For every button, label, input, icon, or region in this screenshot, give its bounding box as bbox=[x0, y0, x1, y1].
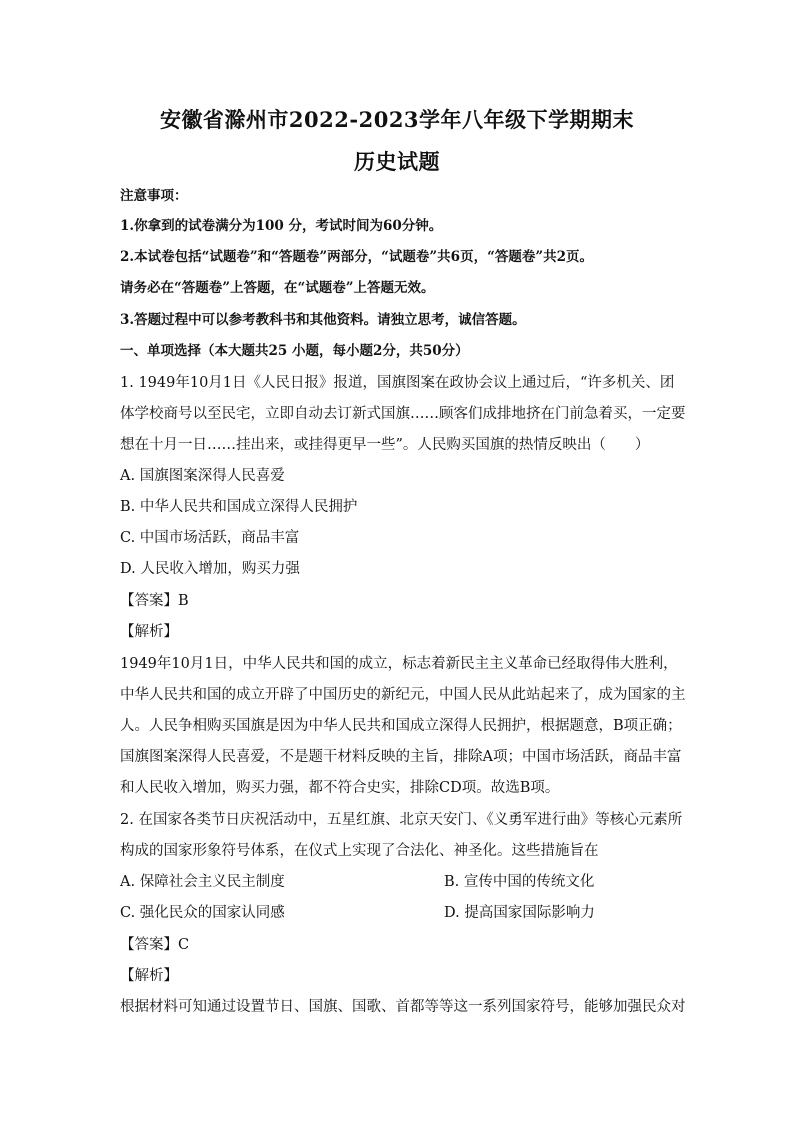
option-d: D. 提高国家国际影响力 bbox=[444, 905, 595, 921]
notice-heading: 注意事项： bbox=[120, 188, 188, 204]
document-title: 安徽省滁州市2022-2023学年八年级下学期期末 bbox=[159, 107, 635, 132]
analysis-line: 1949年10月1日，中华人民共和国的成立，标志着新民主主义革命已经取得伟大胜利， bbox=[120, 656, 678, 672]
option-b: B. 中华人民共和国成立深得人民拥护 bbox=[120, 499, 358, 515]
option-d: D. 人民收入增加，购买力强 bbox=[120, 561, 300, 577]
notice-item: 请务必在“答题卷”上答题，在“试题卷”上答题无效。 bbox=[120, 280, 435, 296]
question-stem-line: 构成的国家形象符号体系，在仪式上实现了合法化、神圣化。这些措施旨在 bbox=[120, 843, 599, 859]
option-a: A. 保障社会主义民主制度 bbox=[120, 874, 285, 890]
section-heading: 一、单项选择（本大题共25 小题，每小题2分，共50分） bbox=[120, 343, 469, 359]
notice-item: 2.本试卷包括“试题卷”和“答题卷”两部分，“试题卷”共6页，“答题卷”共2页。 bbox=[120, 249, 594, 265]
option-b: B. 宣传中国的传统文化 bbox=[444, 874, 595, 890]
analysis-line: 人。人民争相购买国旗是因为中华人民共和国成立深得人民拥护，根据题意，B项正确； bbox=[120, 718, 682, 734]
analysis-line: 根据材料可知通过设置节日、国旗、国歌、首都等等这一系列国家符号，能够加强民众对 bbox=[120, 999, 686, 1015]
analysis-line: 国旗图案深得人民喜爱，不是题干材料反映的主旨，排除A项；中国市场活跃，商品丰富 bbox=[120, 749, 682, 765]
question-stem-line: 体学校商号以至民宅，立即自动去订新式国旗……顾客们成排地挤在门前急着买，一定要 bbox=[120, 406, 686, 422]
option-a: A. 国旗图案深得人民喜爱 bbox=[120, 468, 285, 484]
analysis-line: 和人民收入增加，购买力强，都不符合史实，排除CD项。故选B项。 bbox=[120, 780, 560, 796]
notice-item: 3.答题过程中可以参考教科书和其他资料。请独立思考，诚信答题。 bbox=[120, 312, 526, 328]
option-c: C. 中国市场活跃，商品丰富 bbox=[120, 530, 300, 546]
analysis-line: 中华人民共和国的成立开辟了中国历史的新纪元，中国人民从此站起来了，成为国家的主 bbox=[120, 687, 686, 703]
document-subtitle: 历史试题 bbox=[354, 149, 440, 174]
question-stem-line: 2. 在国家各类节日庆祝活动中，五星红旗、北京天安门、《义勇军进行曲》等核心元素所 bbox=[120, 812, 683, 828]
question-stem-line: 1. 1949年10月1日《人民日报》报道，国旗图案在政协会议上通过后，“许多机关、团 bbox=[120, 375, 675, 391]
answer-label: 【答案】B bbox=[120, 593, 189, 609]
analysis-label: 【解析】 bbox=[120, 968, 178, 984]
question-stem-line: 想在十月一日……挂出来，或挂得更早一些”。人民购买国旗的热情反映出（ ） bbox=[120, 437, 650, 453]
analysis-label: 【解析】 bbox=[120, 624, 178, 640]
option-c: C. 强化民众的国家认同感 bbox=[120, 905, 285, 921]
notice-item: 1.你拿到的试卷满分为100 分，考试时间为60分钟。 bbox=[120, 218, 443, 234]
answer-label: 【答案】C bbox=[120, 937, 190, 953]
